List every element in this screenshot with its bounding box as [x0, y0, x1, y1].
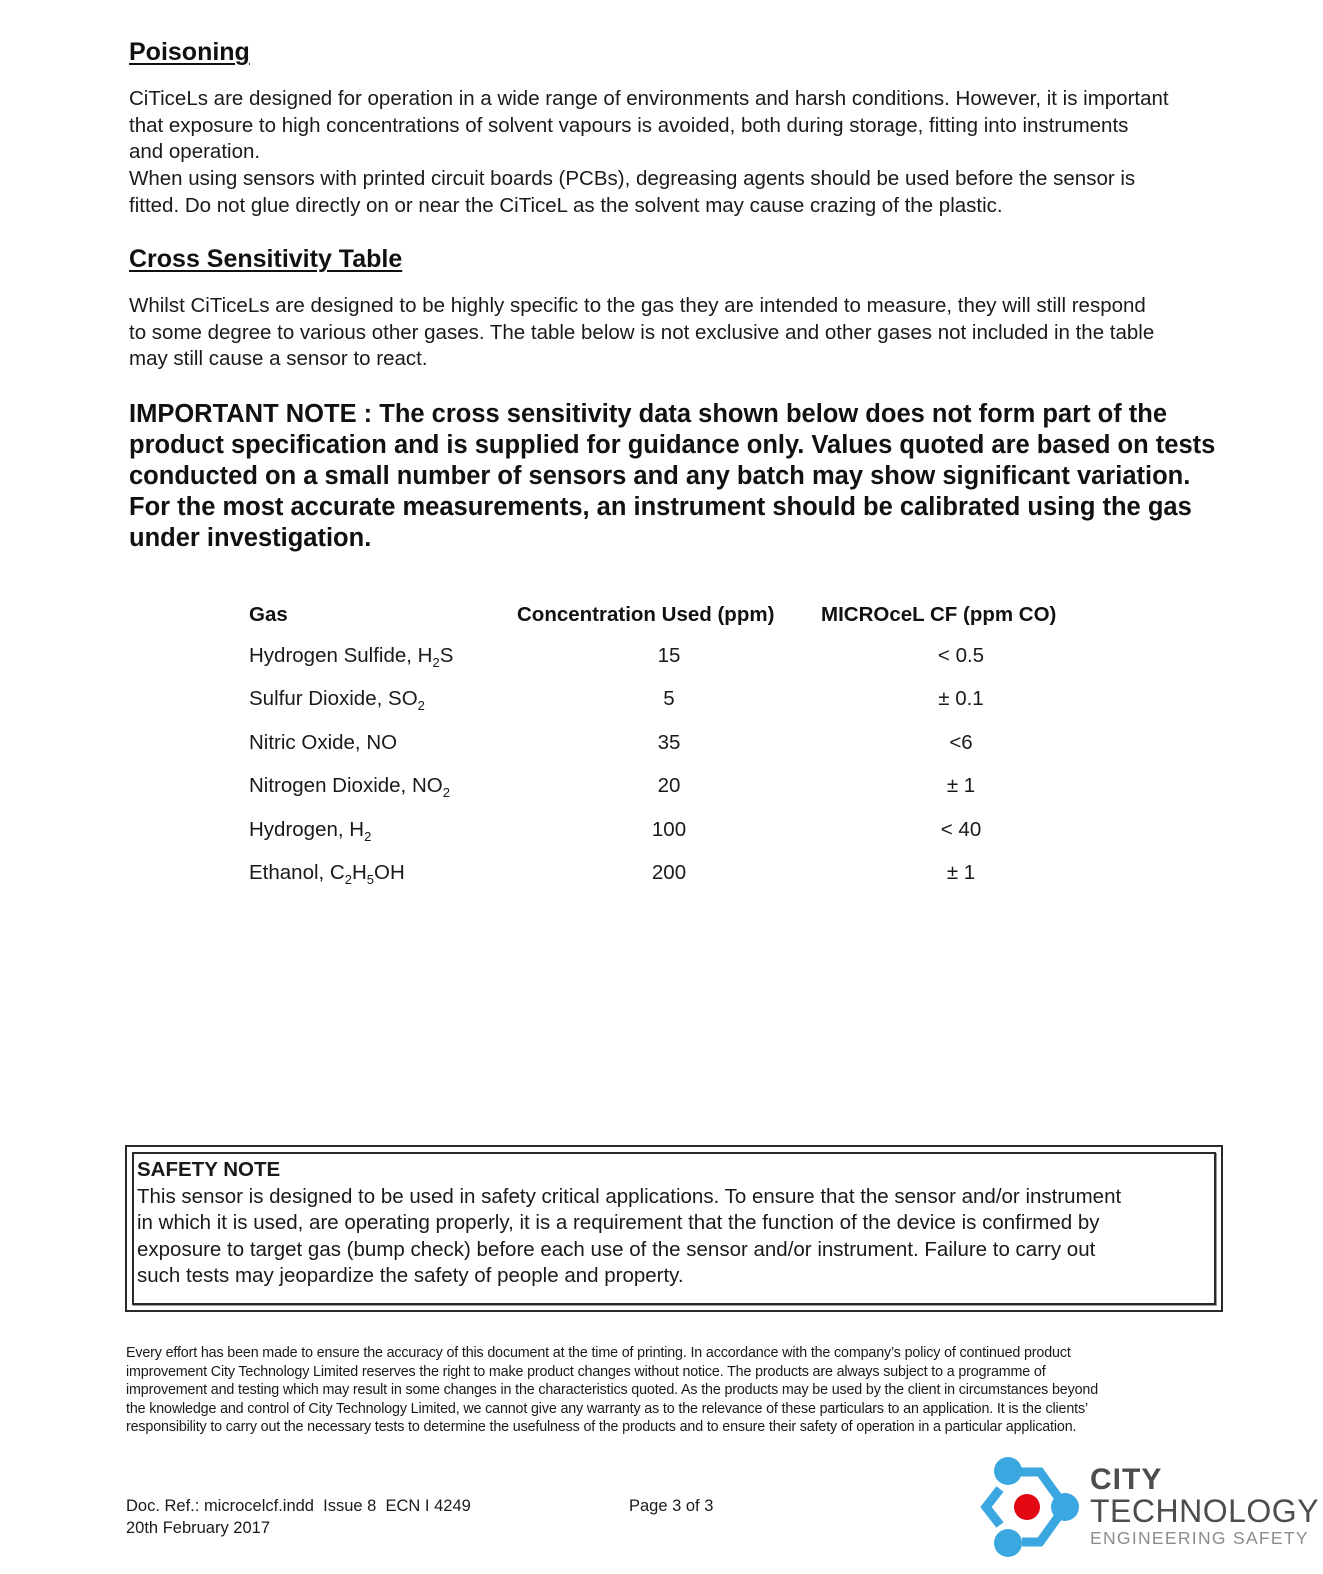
- logo-hex-segment: [1022, 1517, 1058, 1542]
- safety-note-line: exposure to target gas (bump check) before each use of the sensor and/or instrument. Failure to carry out: [137, 1237, 1096, 1261]
- gas-formula: [349, 817, 372, 844]
- gas-cell: [249, 721, 517, 765]
- cross-sensitivity-line: to some degree to various other gases. The table below is not exclusive and other gases not included in the table: [129, 320, 1155, 344]
- disclaimer-line: the knowledge and control of City Technology Limited, we cannot give any warranty as to the relevance of these particulars to an application. It is the clients’: [126, 1400, 1088, 1417]
- gas-name: Hydrogen,: [249, 817, 350, 841]
- cross-sensitivity-line: may still cause a sensor to react.: [129, 347, 428, 371]
- formula-part: NO: [366, 730, 398, 754]
- safety-note-line: This sensor is designed to be used in safety critical applications. To ensure that the sensor and/or instrument: [137, 1184, 1122, 1208]
- logo-hex-segment: [986, 1489, 1000, 1525]
- concentration-cell: 5: [663, 687, 675, 711]
- doc-ref-text: Doc. Ref.: microcelcf.indd Issue 8 ECN I 4249: [126, 1497, 471, 1515]
- column-header-gas: Gas: [249, 603, 288, 626]
- concentration-cell: 35: [657, 730, 681, 754]
- formula-subscript: 5: [366, 872, 375, 888]
- gas-formula: [366, 731, 397, 754]
- table-row: [249, 678, 1101, 722]
- molecule-hexagon-icon: [978, 1455, 1090, 1560]
- gas-name: Nitric Oxide,: [249, 730, 367, 754]
- cross-sensitivity-paragraph: [129, 293, 1227, 373]
- cf-cell: ± 1: [946, 774, 976, 798]
- formula-part: H: [351, 861, 367, 885]
- poisoning-line: and operation.: [129, 140, 261, 164]
- disclaimer-line: improvement and testing which may result in some changes in the characteristics quoted. As the products may be used by the client in circumstances beyond: [126, 1382, 1098, 1399]
- cross-sensitivity-table: [249, 596, 1101, 895]
- formula-subscript: 2: [432, 654, 440, 670]
- formula-part: C: [329, 861, 345, 885]
- cf-cell: ± 1: [946, 861, 976, 885]
- gas-cell: [249, 852, 517, 896]
- gas-formula: [417, 643, 454, 670]
- disclaimer-line: responsibility to carry out the necessary tests to determine the usefulness of the products and to ensure their safety of operation in a particular application.: [126, 1419, 1077, 1436]
- formula-part: S: [439, 643, 454, 667]
- gas-formula: [329, 861, 405, 888]
- logo-blue-dot: [994, 1457, 1022, 1485]
- gas-name: Hydrogen Sulfide,: [249, 643, 418, 667]
- safety-note-line: in which it is used, are operating properly, it is a requirement that the function of the device is confirmed by: [137, 1211, 1100, 1234]
- safety-note-line: such tests may jeopardize the safety of people and property.: [137, 1264, 684, 1287]
- table-header-row: [249, 596, 1101, 634]
- formula-part: SO: [388, 687, 418, 711]
- table-row: [249, 852, 1101, 896]
- logo-wordmark: [1090, 1465, 1319, 1549]
- gas-cell: [249, 808, 517, 852]
- gas-formula: [388, 687, 425, 714]
- gas-name: Nitrogen Dioxide,: [249, 774, 412, 798]
- logo-red-dot: [1014, 1494, 1040, 1520]
- formula-subscript: 2: [417, 698, 425, 714]
- safety-note-box: [125, 1145, 1223, 1312]
- formula-subscript: 2: [364, 828, 372, 844]
- poisoning-line: fitted. Do not glue directly on or near the CiTiceL as the solvent may cause crazing of the plastic.: [129, 193, 1003, 217]
- column-header-concentration: Concentration Used (ppm): [517, 603, 775, 626]
- table-row: [249, 634, 1101, 678]
- formula-part: H: [349, 817, 365, 841]
- table-row: [249, 721, 1101, 765]
- poisoning-line: When using sensors with printed circuit boards (PCBs), degreasing agents should be used before the sensor is: [129, 167, 1136, 191]
- gas-cell: [249, 765, 517, 809]
- formula-part: OH: [374, 861, 405, 885]
- gas-name: Ethanol,: [249, 861, 330, 885]
- poisoning-heading: Poisoning: [129, 38, 250, 66]
- gas-name: Sulfur Dioxide,: [249, 687, 389, 711]
- disclaimer: [126, 1344, 1226, 1437]
- table-row: [249, 808, 1101, 852]
- disclaimer-line: Every effort has been made to ensure the accuracy of this document at the time of printing. In accordance with the company’s policy of continued product: [126, 1345, 1071, 1361]
- logo-city: CITY: [1090, 1463, 1163, 1496]
- safety-note-content: [137, 1157, 1207, 1290]
- doc-date: 20th February 2017: [126, 1519, 271, 1537]
- table-row: [249, 765, 1101, 809]
- formula-part: H: [417, 643, 433, 667]
- table-body: [249, 634, 1101, 895]
- concentration-cell: 15: [657, 643, 681, 667]
- cf-cell: <6: [949, 730, 973, 754]
- cf-cell: < 0.5: [937, 643, 985, 667]
- formula-part: NO: [411, 774, 443, 798]
- safety-note-title: SAFETY NOTE: [137, 1158, 281, 1181]
- doc-reference: [126, 1495, 471, 1539]
- page-number: Page 3 of 3: [629, 1497, 714, 1515]
- concentration-cell: 20: [657, 774, 681, 798]
- cf-cell: < 40: [940, 817, 982, 841]
- disclaimer-line: improvement City Technology Limited reserves the right to make product changes without notice. The products are always subject to a programme of: [126, 1363, 1046, 1380]
- cf-cell: ± 0.1: [938, 687, 984, 711]
- concentration-cell: 200: [651, 861, 687, 885]
- logo-tagline: ENGINEERING SAFETY: [1090, 1528, 1309, 1548]
- logo-blue-dot: [994, 1529, 1022, 1557]
- poisoning-line: CiTiceLs are designed for operation in a wide range of environments and harsh conditions. However, it is important: [129, 87, 1169, 110]
- concentration-cell: 100: [651, 817, 687, 841]
- logo-technology: TECHNOLOGY: [1090, 1493, 1320, 1529]
- column-header-cf: MICROceL CF (ppm CO): [821, 603, 1057, 626]
- logo-blue-dot: [1051, 1493, 1079, 1521]
- formula-subscript: 2: [344, 872, 352, 888]
- poisoning-line: that exposure to high concentrations of solvent vapours is avoided, both during storage, fitting into instruments: [129, 113, 1129, 137]
- poisoning-paragraph: [129, 86, 1227, 220]
- formula-subscript: 2: [442, 785, 450, 801]
- important-note: IMPORTANT NOTE : The cross sensitivity data shown below does not form part of the product specification and is supplied for guidance only. Values quoted are based on tests conducted on a small number of sensors and any batch may show significant variation. For the most accurate measurements, an instrument should be calibrated using the gas under investigation.: [129, 400, 1216, 552]
- city-technology-logo: [978, 1455, 1320, 1560]
- gas-cell: [249, 634, 517, 678]
- cross-sensitivity-line: Whilst CiTiceLs are designed to be highly specific to the gas they are intended to measure, they will still respond: [129, 294, 1146, 317]
- cross-sensitivity-heading: Cross Sensitivity Table: [129, 245, 403, 273]
- gas-cell: [249, 678, 517, 722]
- gas-formula: [411, 774, 450, 801]
